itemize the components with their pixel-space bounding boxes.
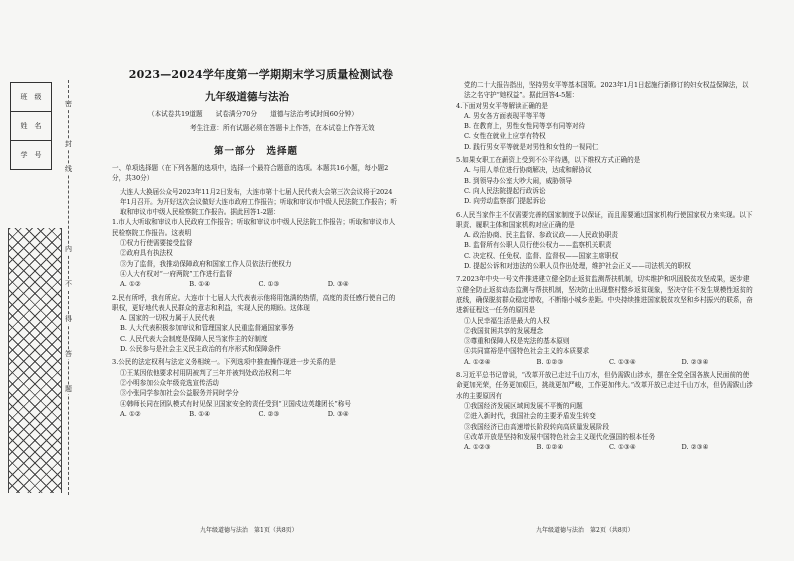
question-material: 党的二十大报告指出，坚持男女平等基本国策。2023年1月1日起施行新修订的妇女权益保障法，以法之名守护“她权益”。据此回答4-5题：	[464, 81, 749, 100]
section-instruction: 一、单项选择题（在下列各题的选项中，选择一个最符合题意的选项。本题共16小题，每小题2分，共30分）	[112, 164, 389, 183]
question-item: ②小明参加公众年级竞选宣传活动	[120, 378, 219, 387]
option-d: D. ②③④	[681, 443, 709, 452]
answer-options	[112, 409, 397, 419]
question-item: ①我国经济发展区域间发展不平衡的问题	[464, 401, 583, 410]
exam-meta: （本试卷共19道题 试卷满分70分 道德与法治考试时间60分钟）	[148, 110, 358, 118]
option-c: C. 向人民法院提起行政诉讼	[464, 186, 546, 195]
question-stem: 1.市人大听取和审议市人民政府工作报告；听取和审议市中级人民法院工作报告；听取和审议市人民检察院工作报告。这表明	[112, 218, 396, 237]
option-a: A. 男女各方面表现平等平等	[464, 111, 546, 120]
option-b: B. 监督所有公职人员行使公权力——监察机关职责	[464, 241, 612, 250]
option-b: B. ①②④	[536, 443, 564, 452]
option-c: C. 决定权、任免权、监督、监督权——国家主席职权	[464, 251, 619, 260]
option-d: D. 向劳动监察部门提起诉讼	[464, 197, 546, 206]
question-item: ④人大有权对“一府两院”工作进行监督	[120, 269, 233, 278]
exam-title: 2023—2024学年度第一学期期末学习质量检测试卷	[128, 68, 394, 81]
student-info-box	[10, 82, 52, 170]
name-label: 姓 名	[11, 112, 51, 141]
question-material: 大连人大换届公众号2023年11月2日发布，大连市第十七届人民代表大会第三次会议将于2024年1月召开。为开好这次会议做好大连市政府工作报告；听取和审议市中级人民法院工作报告；听取和审议市中级人民检察院工作报告。据此回答1-2题：	[120, 187, 397, 217]
seal-char: 线	[65, 165, 72, 173]
option-c: C. ①③④	[609, 357, 636, 366]
option-a: A. ①②	[120, 409, 141, 418]
option-a: A. 政治协商、民主监督、参政议政——人民政协职责	[464, 231, 619, 240]
question-stem: 3.公民的法定权利与法定义务相统一。下列选项中推查操作现进一步关系的是	[112, 358, 336, 367]
answer-options	[112, 279, 397, 289]
question-item: ③为了监督，我推动保障政府和国家工作人员依法行使权力	[120, 259, 292, 268]
option-c: C. ①③	[258, 280, 280, 289]
option-d: D. 提起公诉和对违法的公职人员作出处理，维护社会正义——司法机关的职权	[464, 262, 691, 271]
question-item: ④共同富裕是中国特色社会主义的本质要求	[464, 347, 590, 356]
option-d: D. ③④	[327, 409, 349, 418]
left-column	[112, 163, 397, 419]
question-stem: 4.下面对男女平等解读正确的是	[456, 101, 549, 110]
question-stem: 5.如果女职工在薪资上受到不公平待遇，以下维权方式正确的是	[456, 156, 641, 165]
page-footer-left: 九年级道德与法治 第1页（共8页）	[200, 527, 298, 534]
option-b: B. 在教育上，男性女性同等享有同等对待	[464, 122, 586, 131]
question-item: ④韩师长同在团队模式有时见保卫国家安全的责任受到“卫国戍边英雄团长”称号	[120, 399, 351, 408]
subject-title: 九年级道德与法治	[205, 91, 289, 103]
option-d: D. ③④	[327, 280, 349, 289]
option-c: C. ①③④	[609, 443, 636, 452]
question-item: ④改革开放是坚持和发展中国特色社会主义现代化强国的根本任务	[464, 432, 656, 441]
option-c: C. ②③	[258, 409, 280, 418]
question-item: ③尊重和保障人权是宪法的基本原则	[464, 337, 570, 346]
option-b: B. 人大代表积极参加审议和管理国家人民重监督通国家事务	[120, 324, 294, 333]
seal-char: 答	[65, 350, 72, 358]
page-footer-right: 九年级道德与法治 第2页（共8页）	[536, 527, 634, 534]
question-item: ②政府具有执法权	[120, 249, 173, 258]
binding-lattice	[8, 228, 62, 493]
option-b: B. 到领导办公室大吵大闹，威胁领导	[464, 176, 572, 185]
seal-char: 得	[65, 315, 72, 323]
student-id-label: 学 号	[20, 151, 42, 159]
question-item: ③我国经济已由高速增长阶段转向高质量发展阶段	[464, 422, 610, 431]
option-d: D. ②③④	[681, 357, 709, 366]
question-item: ②我国贫困共享的发展理念	[464, 326, 544, 335]
part-title: 第一部分 选择题	[214, 146, 299, 157]
right-column	[456, 80, 754, 452]
question-item: ①权力行使需要接受监督	[120, 239, 193, 248]
option-a: A. 国家的一切权力属于人民代表	[120, 314, 215, 323]
option-b: B. ①④	[189, 280, 211, 289]
question-item: ③小张同学参加社会公益服务并同时学分	[120, 389, 239, 398]
question-item: ①人民幸福生活是最大的人权	[464, 316, 550, 325]
option-b: B. ①④	[189, 409, 211, 418]
option-c: C. 女性在就业上应享有特权	[464, 132, 546, 141]
seal-char: 不	[65, 280, 72, 288]
question-stem: 2.民有所呼，我有所应。大连市十七届人大代表表示他将用饱满的热情，高度的责任感行使自己的职权，更好地代表人民群众的意志和利益，实现人民的期盼。这体现	[112, 293, 396, 312]
seal-char: 封	[65, 140, 72, 148]
option-a: A. ①②④	[464, 357, 491, 366]
exam-note: 考生注意：所有试题必须在答题卡上作答，在本试卷上作答无效	[190, 124, 375, 132]
question-item: ②进入新时代，我国社会的主要矛盾发生转变	[464, 412, 596, 421]
option-a: A. ①②③	[464, 443, 491, 452]
option-a: A. 与用人单位进行协商解决，达成和解协议	[464, 166, 592, 175]
seal-char: 题	[65, 385, 72, 393]
option-d: D. 公民参与是社会主义民主政治的有序形式和保障条件	[120, 345, 281, 354]
question-stem: 6.人民当家作主不仅需要完善的国家制度予以保证，而且需要通过国家机构行使国家权力来实现。以下职责、履职主体和国家机构对应正确的是	[456, 210, 753, 229]
option-c: C. 人民代表大会制度是保障人民当家作主的好制度	[120, 334, 268, 343]
answer-options	[456, 357, 754, 367]
class-label: 班 级	[11, 83, 51, 112]
option-a: A. ①②	[120, 280, 141, 289]
answer-options	[456, 442, 754, 452]
question-stem: 8.习近平总书记曾说，“改革开放已走过千山万水，但仍需跋山涉水，摆在全党全国各族人民面前的使命更加光荣，任务更加艰巨，挑战更加严峻，工作更加伟大。”改革开放已走过千山万水，但仍需跋山涉水的主要原因有	[456, 371, 753, 400]
seal-char: 内	[65, 245, 72, 253]
option-b: B. ①②③	[536, 357, 564, 366]
option-d: D. 践行男女平等就是对男性和女性的一视同仁	[464, 142, 599, 151]
seal-char: 密	[65, 100, 72, 108]
question-item: ①王某因依他要求村用阴被判了三年并被判处政治权利二年	[120, 368, 292, 377]
question-stem: 7.2023年中央一号文件推进建立健全防止返贫监测帮扶机制，切实维护和巩固脱贫攻坚成果，逐步建立健全防止返贫动态监测与帮扶机制，坚决防止出现整村整乡返贫现象，坚决守住不发生规模性返贫的底线，确保脱贫群众稳定增收，不断缩小城乡差距。中央持续推进国家脱贫攻坚和乡村振兴的联系，奋进新征程这一任务的原因是	[456, 275, 753, 315]
